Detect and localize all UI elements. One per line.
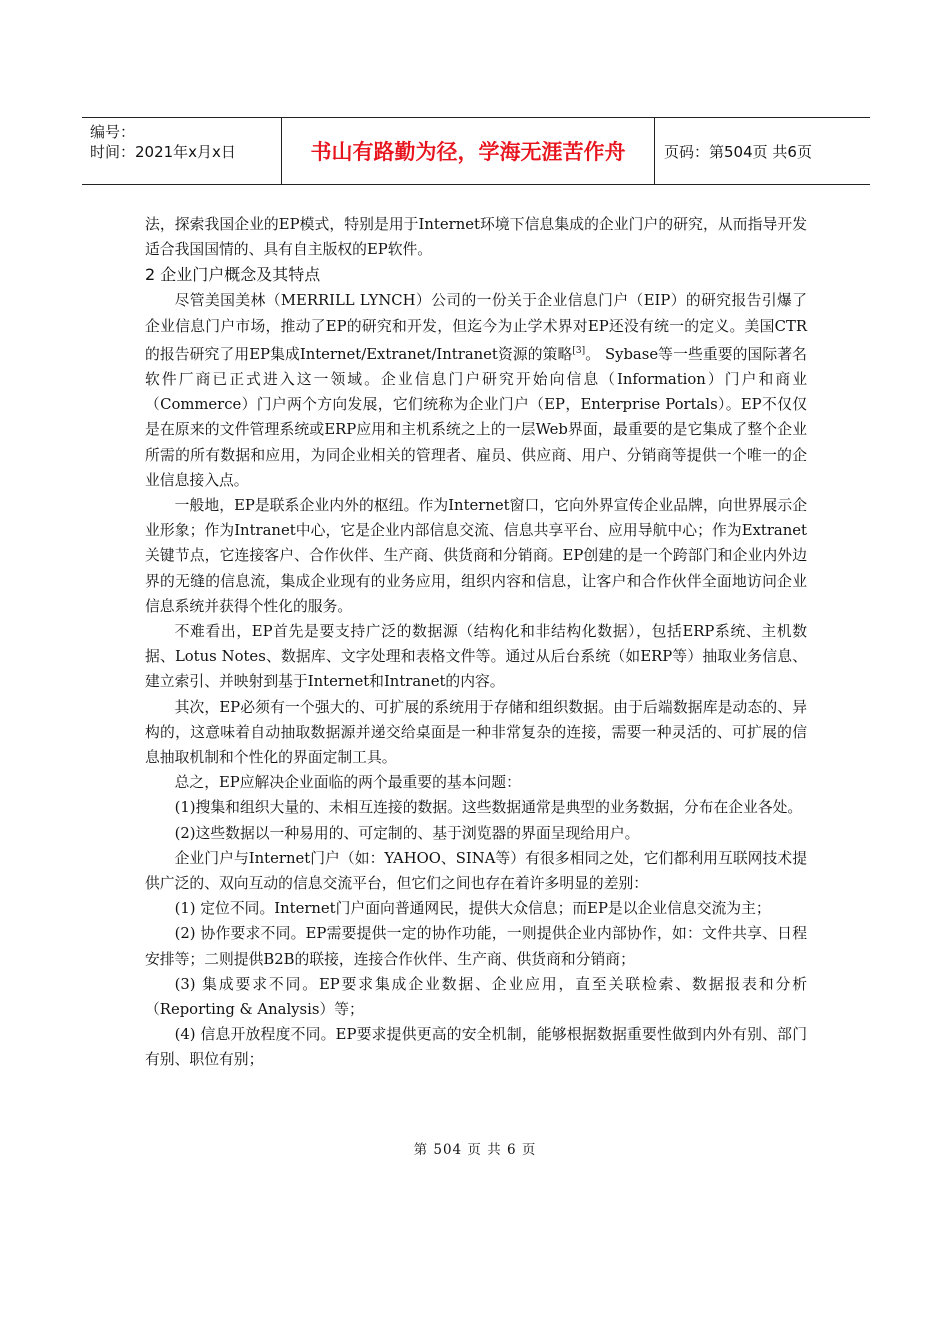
list-item-1: (1)搜集和组织大量的、未相互连接的数据。这些数据通常是典型的业务数据，分布在企业各处。 <box>174 799 803 817</box>
document-body <box>145 212 807 1073</box>
page-footer: 第 504 页 共 6 页 <box>413 1142 537 1158</box>
paragraph-ep-definition <box>145 288 807 493</box>
header-motto: 书山有路勤为径，学海无涯苦作舟 <box>310 140 626 164</box>
difference-item-2: (2) 协作要求不同。EP需要提供一定的协作功能，一则提供企业内部协作，如：文件共享、日程安排等；二则提供B2B的联接，连接合作伙伴、生产商、供货商和分销商； <box>145 925 807 968</box>
paragraph-data-sources: 不难看出，EP首先是要支持广泛的数据源（结构化和非结构化数据），包括ERP系统、主机数据、Lotus Notes、数据库、文字处理和表格文件等。通过从后台系统（如ERP等）抽取业务信息、建立索引、并映射到基于Internet和Intranet的内容。 <box>145 622 807 691</box>
paragraph-summary: 总之，EP应解决企业面临的两个最重要的基本问题： <box>174 774 521 792</box>
citation-reference: [3] <box>572 345 586 356</box>
paragraph-text: 尽管美国美林（MERRILL LYNCH）公司的一份关于企业信息门户（EIP）的研究报告引爆了企业信息门户市场，推动了EP的研究和开发，但迄今为止学术界对EP还没有统一的定义。美国CTR的报告研究了用EP集成Internet/Extranet/Intranet资源的策略 <box>145 292 807 363</box>
paragraph-storage: 其次，EP必须有一个强大的、可扩展的系统用于存储和组织数据。由于后端数据库是动态的、异构的，这意味着自动抽取数据源并递交给桌面是一种非常复杂的连接，需要一种灵活的、可扩展的信息抽取机制和个性化的界面定制工具。 <box>145 698 807 766</box>
difference-item-3: (3) 集成要求不同。EP要求集成企业数据、企业应用，直至关联检索、数据报表和分析（Reporting & Analysis）等； <box>145 975 807 1019</box>
difference-item-4: (4) 信息开放程度不同。EP要求提供更高的安全机制，能够根据数据重要性做到内外有别、部门有别、职位有别； <box>145 1026 807 1069</box>
list-item-2: (2)这些数据以一种易用的、可定制的、基于浏览器的界面呈现给用户。 <box>174 824 640 842</box>
page-header <box>82 117 870 185</box>
paragraph-intro-continuation: 法，探索我国企业的EP模式，特别是用于Internet环境下信息集成的企业门户的研究，从而指导开发适合我国国情的、具有自主版权的EP软件。 <box>145 216 807 259</box>
paragraph-ep-hub: 一般地，EP是联系企业内外的枢纽。作为Internet窗口，它向外界宣传企业品牌，向世界展示企业形象；作为Intranet中心，它是企业内部信息交流、信息共享平台、应用导航中心；作为Extranet关键节点，它连接客户、合作伙伴、生产商、供货商和分销商。EP创建的是一个跨部门和企业内外边界的无缝的信息流，集成企业现有的业务应用，组织内容和信息，让客户和合作伙伴全面地访问企业信息系统并获得个性化的服务。 <box>145 496 807 615</box>
header-meta <box>90 122 236 162</box>
paragraph-comparison: 企业门户与Internet门户（如：YAHOO、SINA等）有很多相同之处，它们都利用互联网技术提供广泛的、双向互动的信息交流平台，但它们之间也存在着许多明显的差别： <box>145 849 807 892</box>
section-heading: 2 企业门户概念及其特点 <box>145 265 321 285</box>
difference-item-1: (1) 定位不同。Internet门户面向普通网民，提供大众信息；而EP是以企业信息交流为主； <box>174 900 771 918</box>
paragraph-text: 。 Sybase等一些重要的国际著名软件厂商已正式进入这一领域。企业信息门户研究开始向信息（Information）门户和商业（Commerce）门户两个方向发展，它们统称为企业门户（EP，Enterprise Portals）。EP不仅仅是在原来的文件管理系统或ERP应用和主机系统之上的一层Web界面，最重要的是它集成了整个企业所需的所有数据和应用，为同企业相关的管理者、雇员、供应商、用户、分销商等提供一个唯一的企业信息接入点。 <box>145 345 807 489</box>
header-page-code: 页码：第504页 共6页 <box>664 142 812 161</box>
header-divider-right <box>654 118 655 184</box>
document-number-label: 编号： <box>90 123 136 141</box>
document-time-label: 时间：2021年x月x日 <box>90 143 236 161</box>
